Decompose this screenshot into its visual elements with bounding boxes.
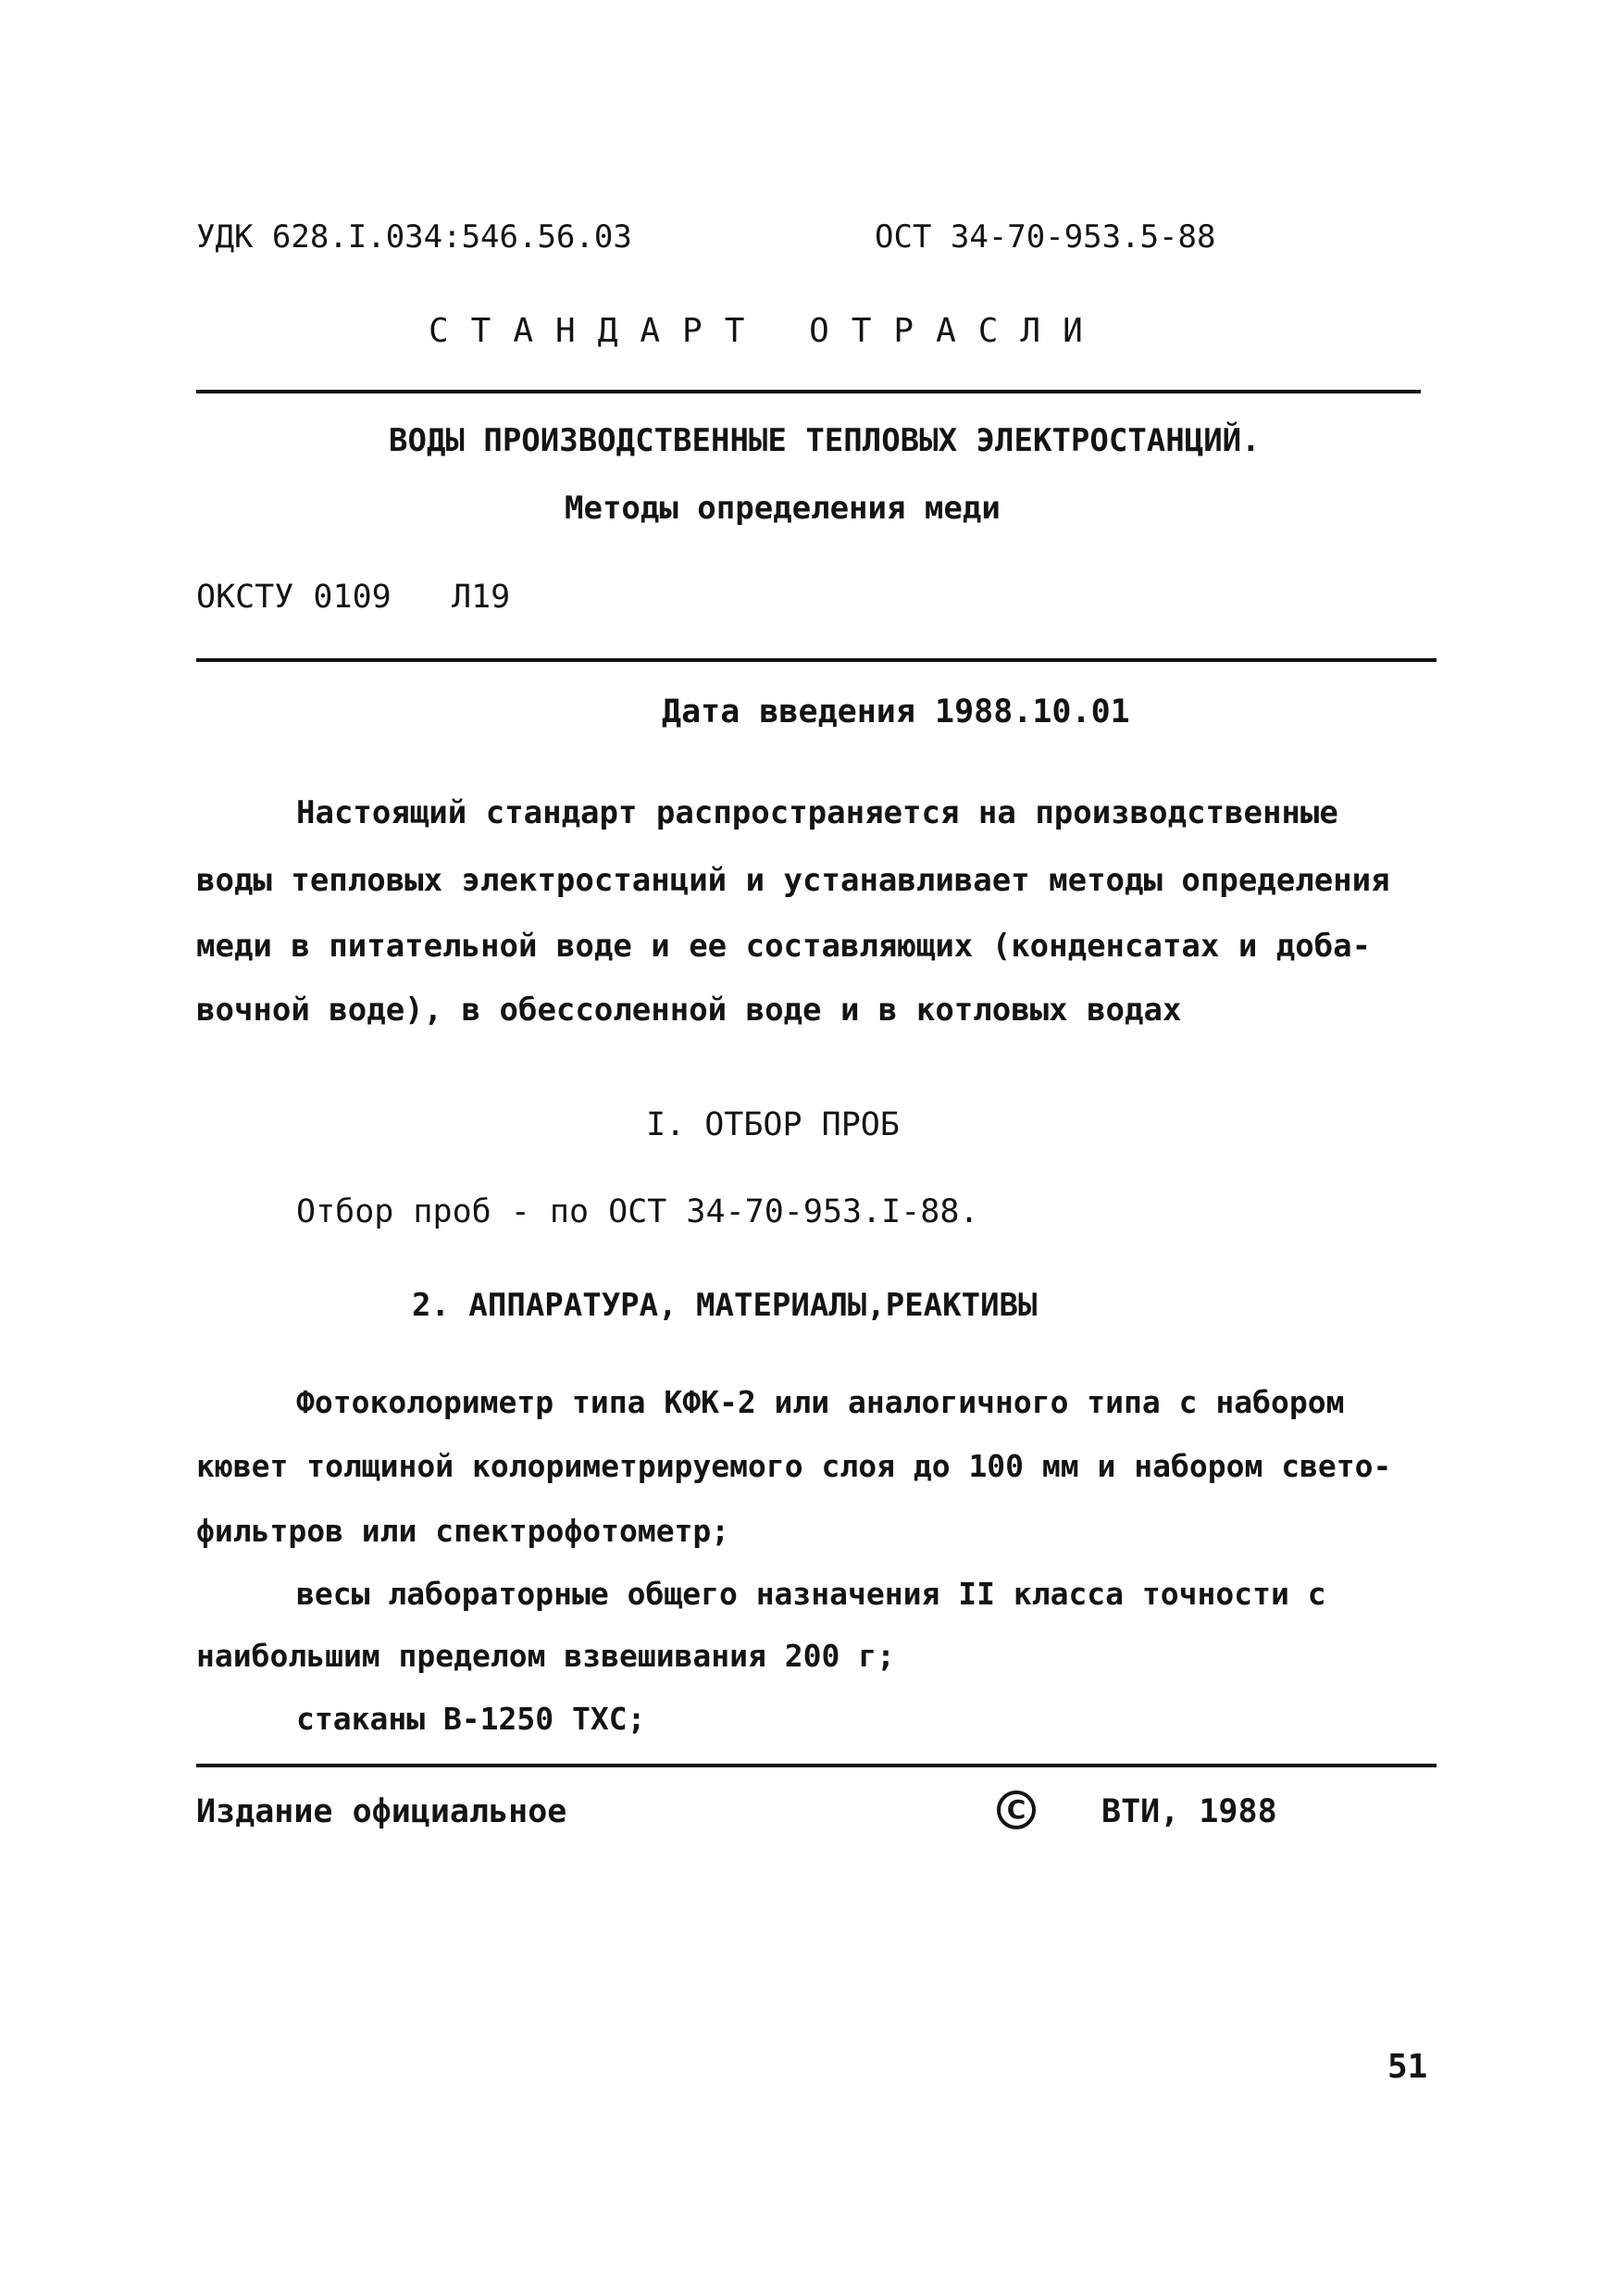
section-2-line-5: наибольшим пределом взвешивания 200 г; <box>196 1638 895 1674</box>
section-1-text: Отбор проб - по ОСТ 34-70-953.I-88. <box>296 1193 979 1230</box>
page-number: 51 <box>1387 2048 1428 2086</box>
scope-line-2: воды тепловых электростанций и устанавливает методы определения <box>196 862 1390 899</box>
standard-number: ОСТ 34-70-953.5-88 <box>875 218 1216 256</box>
udk-code: УДК 628.I.034:546.56.03 <box>196 218 632 256</box>
section-1-heading: I. ОТБОР ПРОБ <box>646 1106 900 1143</box>
document-title: ВОДЫ ПРОИЗВОДСТВЕННЫЕ ТЕПЛОВЫХ ЭЛЕКТРОСТАНЦИЙ. <box>389 422 1261 459</box>
scope-line-1: Настоящий стандарт распространяется на производственные <box>296 794 1338 831</box>
scope-line-4: вочной воде), в обессоленной воде и в котловых водах <box>196 992 1182 1029</box>
footer-rule <box>196 1764 1437 1767</box>
section-2-heading: 2. АППАРАТУРА, МАТЕРИАЛЫ,РЕАКТИВЫ <box>412 1287 1038 1324</box>
copyright-icon: C <box>997 1791 1036 1829</box>
standard-heading: СТАНДАРТ ОТРАСЛИ <box>429 312 1105 350</box>
section-2-line-3: фильтров или спектрофотометр; <box>196 1513 730 1549</box>
intro-date: Дата введения 1988.10.01 <box>662 693 1130 730</box>
section-2-line-4: весы лабораторные общего назначения II класса точности с <box>296 1576 1326 1612</box>
document-subtitle: Методы определения меди <box>565 490 1001 527</box>
classification-code: Л19 <box>452 579 511 616</box>
official-edition: Издание официальное <box>196 1793 567 1830</box>
scope-line-3: меди в питательной воде и ее составляющих (конденсатах и доба- <box>196 928 1372 965</box>
top-rule <box>196 390 1421 393</box>
section-2-line-6: стаканы В-1250 ТХС; <box>296 1701 646 1737</box>
section-2-line-1: Фотоколориметр типа КФК-2 или аналогичного типа с набором <box>296 1384 1345 1420</box>
oksty-code: ОКСТУ 0109 <box>196 579 392 616</box>
middle-rule <box>196 658 1437 662</box>
publisher: ВТИ, 1988 <box>1101 1793 1277 1830</box>
section-2-line-2: кювет толщиной колориметрируемого слоя до 100 мм и набором свето- <box>196 1448 1392 1484</box>
